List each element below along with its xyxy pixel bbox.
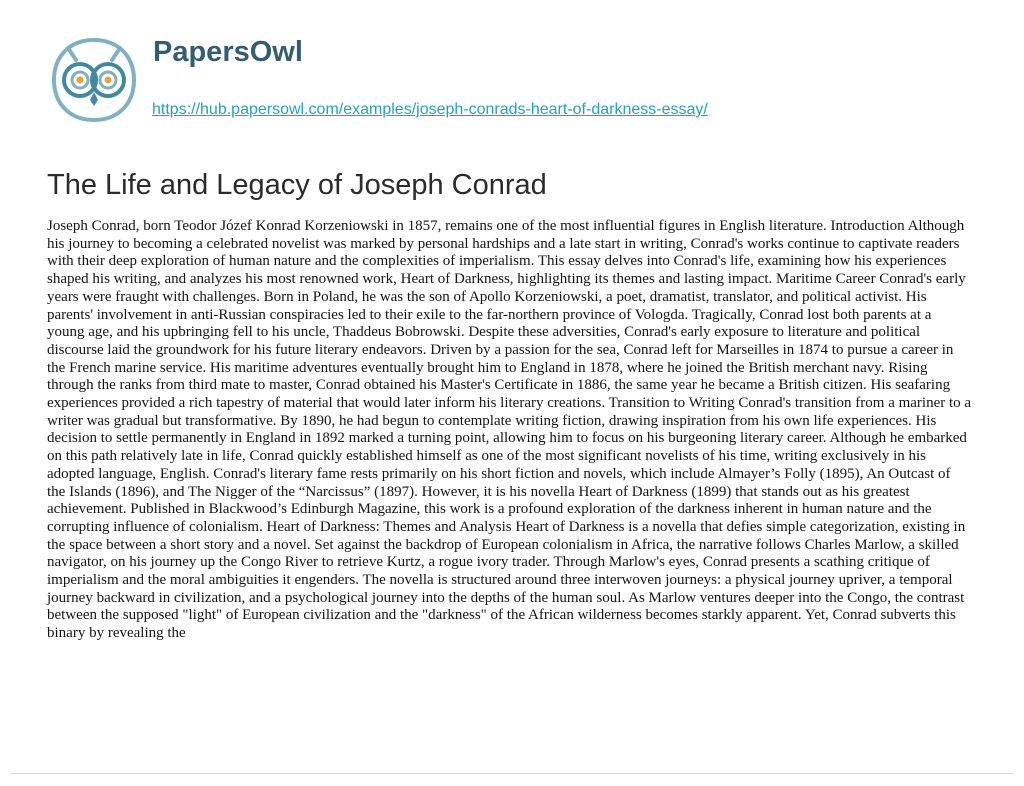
source-url-link[interactable]: https://hub.papersowl.com/examples/joseph-conrads-heart-of-darkness-essay/: [152, 101, 708, 118]
essay-body: [47, 218, 972, 643]
site-header: [48, 34, 988, 144]
brand-name[interactable]: PapersOwl: [153, 36, 303, 68]
essay-paragraph: Joseph Conrad, born Teodor Józef Konrad Korzeniowski in 1857, remains one of the most influential figures in English literature. Introduction Although his journey to becoming a celebrated novelist was marked by personal hardships and a late start in writing, Conrad's works continue to captivate readers with their deep exploration of human nature and the complexities of imperialism. This essay delves into Conrad's life, examining how his experiences shaped his writing, and analyzes his most renowned work, Heart of Darkness, highlighting its themes and lasting impact. Maritime Career Conrad's early years were fraught with challenges. Born in Poland, he was the son of Apollo Korzeniowski, a poet, dramatist, translator, and political activist. His parents' involvement in anti-Russian conspiracies led to their exile to the far-northern province of Vologda. Tragically, Conrad lost both parents at a young age, and his upbringing fell to his uncle, Thaddeus Bobrowski. Despite these adversities, Conrad's early exposure to literature and political discourse laid the groundwork for his future literary endeavors. Driven by a passion for the sea, Conrad left for Marseilles in 1874 to pursue a career in the French marine service. His maritime adventures eventually brought him to England in 1878, where he joined the British merchant navy. Rising through the ranks from third mate to master, Conrad obtained his Master's Certificate in 1886, the same year he became a British citizen. His seafaring experiences provided a rich tapestry of material that would later inform his literary creations. Transition to Writing Conrad's transition from a mariner to a writer was gradual but transformative. By 1890, he had begun to contemplate writing fiction, drawing inspiration from his own life experiences. His decision to settle permanently in England in 1892 marked a turning point, allowing him to focus on his burgeoning literary career. Although he embarked on this path relatively late in life, Conrad quickly established himself as one of the most significant novelists of his time, writing exclusively in his adopted language, English. Conrad's literary fame rests primarily on his short fiction and novels, which include Almayer’s Folly (1895), An Outcast of the Islands (1896), and The Nigger of the “Narcissus” (1897). However, it is his novella Heart of Darkness (1899) that stands out as his greatest achievement. Published in Blackwood’s Edinburgh Magazine, this work is a profound exploration of the darkness inherent in human nature and the corrupting influence of colonialism. Heart of Darkness: Themes and Analysis Heart of Darkness is a novella that defies simple categorization, existing in the space between a short story and a novel. Set against the backdrop of European colonialism in Africa, the narrative follows Charles Marlow, a skilled navigator, on his journey up the Congo River to retrieve Kurtz, a rogue ivory trader. Through Marlow's eyes, Conrad presents a scathing critique of imperialism and the moral ambiguities it engenders. The novella is structured around three interwoven journeys: a physical journey upriver, a temporal journey backward in civilization, and a psychological journey into the depths of the human soul. As Marlow ventures deeper into the Congo, the contrast between the supposed "light" of European civilization and the "darkness" of the African wilderness becomes starkly apparent. Yet, Conrad subverts this binary by revealing the: [47, 218, 972, 642]
essay-title: The Life and Legacy of Joseph Conrad: [47, 169, 547, 201]
owl-icon: [48, 34, 140, 126]
footer-divider: [10, 773, 1014, 774]
